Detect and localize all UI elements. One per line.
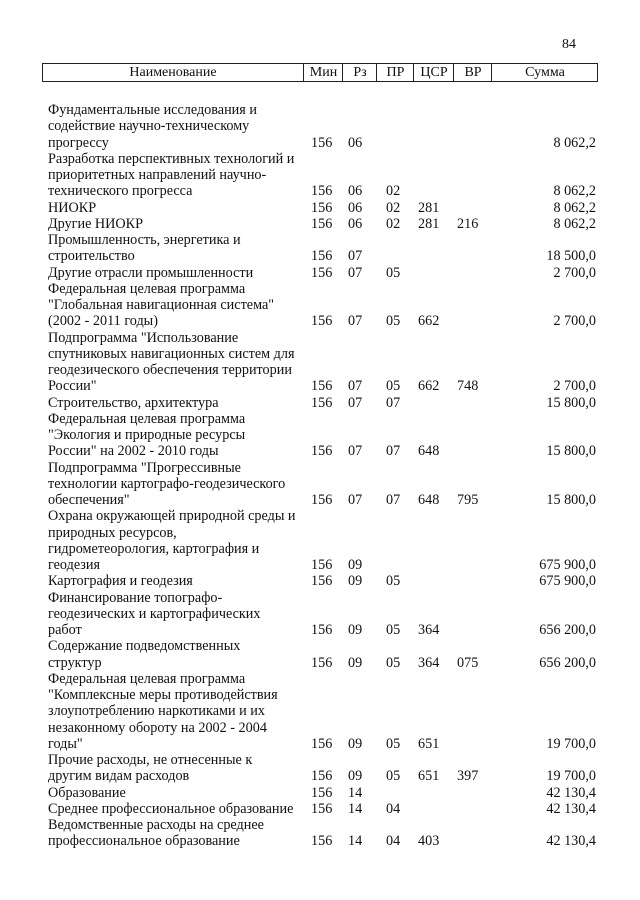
- cell-name: обеспечения": [48, 492, 130, 508]
- cell-min: 156: [311, 492, 333, 508]
- cell-name: "Глобальная навигационная система": [48, 297, 275, 313]
- cell-pr: 07: [386, 492, 401, 508]
- cell-rz: 14: [348, 784, 363, 801]
- cell-name: Промышленность, энергетика и: [48, 232, 241, 248]
- column-header-sum: Сумма: [491, 64, 598, 81]
- cell-name: злоупотреблению наркотиками и их: [48, 703, 265, 720]
- cell-pr: 02: [386, 215, 401, 232]
- table-row: [0, 151, 640, 167]
- cell-name: гидрометеорология, картография и: [48, 540, 260, 557]
- cell-min: 156: [311, 264, 333, 281]
- cell-name: содействие научно-техническому: [48, 118, 250, 135]
- cell-csr: 403: [418, 833, 440, 850]
- cell-rz: 09: [348, 735, 363, 752]
- cell-name: строительство: [48, 248, 135, 265]
- table-row: [0, 833, 640, 849]
- cell-min: 156: [311, 800, 333, 817]
- cell-min: 156: [311, 833, 333, 850]
- cell-rz: 14: [348, 800, 363, 817]
- table-row: [0, 476, 640, 492]
- table-row: [0, 362, 640, 378]
- cell-name: Подпрограмма "Прогрессивные: [48, 459, 241, 476]
- cell-sum: 2 700,0: [553, 378, 596, 395]
- cell-sum: 2 700,0: [553, 264, 596, 281]
- cell-min: 156: [311, 784, 333, 801]
- cell-name: России": [48, 378, 97, 395]
- cell-rz: 09: [348, 573, 363, 590]
- cell-pr: 07: [386, 443, 401, 460]
- table-row: [0, 460, 640, 476]
- cell-sum: 8 062,2: [553, 183, 596, 200]
- table-row: [0, 720, 640, 736]
- cell-name: работ: [48, 622, 82, 638]
- cell-min: 156: [311, 248, 333, 265]
- cell-sum: 656 200,0: [539, 622, 596, 638]
- table-row: [0, 378, 640, 394]
- table-row: [0, 183, 640, 199]
- cell-csr: 281: [418, 215, 440, 232]
- cell-pr: 04: [386, 800, 401, 817]
- table-row: [0, 265, 640, 281]
- column-header-min: Мин: [303, 64, 343, 81]
- cell-name: Другие НИОКР: [48, 215, 144, 232]
- cell-name: Федеральная целевая программа: [48, 670, 246, 687]
- cell-sum: 15 800,0: [546, 394, 596, 411]
- table-row: [0, 313, 640, 329]
- cell-name: Охрана окружающей природной среды и: [48, 508, 296, 525]
- cell-sum: 656 200,0: [539, 654, 596, 671]
- cell-min: 156: [311, 394, 333, 411]
- cell-pr: 05: [386, 622, 401, 638]
- table-row: [0, 102, 640, 118]
- cell-rz: 06: [348, 134, 363, 151]
- cell-name: технического прогресса: [48, 183, 193, 200]
- cell-csr: 364: [418, 654, 440, 671]
- table-row: [0, 817, 640, 833]
- cell-pr: 05: [386, 378, 401, 395]
- column-header-pr: ПР: [376, 64, 414, 81]
- table-row: [0, 736, 640, 752]
- table-row: [0, 135, 640, 151]
- cell-csr: 281: [418, 199, 440, 216]
- cell-name: Содержание подведомственных: [48, 638, 241, 655]
- cell-vr: 397: [457, 768, 479, 785]
- table-row: [0, 248, 640, 264]
- cell-pr: 02: [386, 183, 401, 200]
- table-row: [0, 541, 640, 557]
- table-row: [0, 297, 640, 313]
- table-row: [0, 492, 640, 508]
- page-number: 84: [562, 37, 576, 52]
- cell-rz: 09: [348, 622, 363, 638]
- table-row: [0, 508, 640, 524]
- cell-vr: 075: [457, 654, 479, 671]
- table-row: [0, 655, 640, 671]
- cell-name: "Комплексные меры противодействия: [48, 687, 278, 703]
- cell-name: структур: [48, 654, 102, 671]
- cell-name: профессиональное образование: [48, 833, 240, 850]
- table-row: [0, 801, 640, 817]
- cell-name: "Экология и природные ресурсы: [48, 427, 246, 443]
- cell-min: 156: [311, 378, 333, 395]
- table-row: [0, 281, 640, 297]
- cell-csr: 648: [418, 492, 440, 508]
- cell-csr: 662: [418, 313, 440, 330]
- cell-sum: 42 130,4: [546, 833, 596, 850]
- cell-rz: 07: [348, 248, 363, 265]
- cell-name: геодезических и картографических: [48, 605, 261, 622]
- cell-min: 156: [311, 199, 333, 216]
- cell-pr: 07: [386, 394, 401, 411]
- cell-min: 156: [311, 443, 333, 460]
- table-row: [0, 200, 640, 216]
- cell-sum: 42 130,4: [546, 784, 596, 801]
- table-row: [0, 557, 640, 573]
- cell-rz: 07: [348, 378, 363, 395]
- table-row: [0, 167, 640, 183]
- column-header-vr: ВР: [453, 64, 492, 81]
- table-row: [0, 638, 640, 654]
- table-row: [0, 346, 640, 362]
- cell-name: Прочие расходы, не отнесенные к: [48, 752, 253, 768]
- table-row: [0, 232, 640, 248]
- table-row: [0, 622, 640, 638]
- table-row: [0, 395, 640, 411]
- cell-name: геодезия: [48, 557, 101, 573]
- cell-name: Федеральная целевая программа: [48, 280, 246, 297]
- cell-pr: 05: [386, 573, 401, 590]
- cell-name: технологии картографо-геодезического: [48, 475, 286, 492]
- cell-min: 156: [311, 735, 333, 752]
- table-row: [0, 216, 640, 232]
- column-header-name: Наименование: [129, 65, 217, 80]
- table-row: [0, 785, 640, 801]
- cell-name: Строительство, архитектура: [48, 394, 219, 411]
- table-row: [0, 703, 640, 719]
- cell-sum: 675 900,0: [539, 557, 596, 573]
- cell-name: Картография и геодезия: [48, 573, 193, 590]
- cell-name: Образование: [48, 784, 126, 801]
- cell-pr: 05: [386, 735, 401, 752]
- cell-sum: 19 700,0: [546, 768, 596, 785]
- table-row: [0, 671, 640, 687]
- cell-name: другим видам расходов: [48, 768, 190, 785]
- cell-min: 156: [311, 622, 333, 638]
- cell-min: 156: [311, 134, 333, 151]
- cell-name: незаконному обороту на 2002 - 2004: [48, 719, 267, 736]
- cell-min: 156: [311, 557, 333, 573]
- cell-name: Фундаментальные исследования и: [48, 102, 257, 118]
- cell-min: 156: [311, 183, 333, 200]
- cell-sum: 675 900,0: [539, 573, 596, 590]
- cell-sum: 15 800,0: [546, 443, 596, 460]
- cell-rz: 06: [348, 215, 363, 232]
- cell-name: (2002 - 2011 годы): [48, 313, 158, 330]
- cell-sum: 18 500,0: [546, 248, 596, 265]
- cell-sum: 42 130,4: [546, 800, 596, 817]
- table-row: [0, 606, 640, 622]
- table-row: [0, 118, 640, 134]
- cell-sum: 19 700,0: [546, 735, 596, 752]
- cell-name: приоритетных направлений научно-: [48, 167, 267, 183]
- table-row: [0, 768, 640, 784]
- column-header-rz: Рз: [342, 64, 377, 81]
- cell-pr: 05: [386, 313, 401, 330]
- cell-name: Ведомственные расходы на среднее: [48, 817, 264, 833]
- cell-vr: 795: [457, 492, 479, 508]
- cell-rz: 09: [348, 768, 363, 785]
- cell-rz: 07: [348, 492, 363, 508]
- cell-name: геодезического обеспечения территории: [48, 362, 292, 378]
- cell-vr: 216: [457, 215, 479, 232]
- cell-rz: 06: [348, 183, 363, 200]
- cell-name: России" на 2002 - 2010 годы: [48, 443, 219, 460]
- table-row: [0, 411, 640, 427]
- cell-sum: 2 700,0: [553, 313, 596, 330]
- cell-name: Финансирование топографо-: [48, 589, 223, 606]
- cell-min: 156: [311, 654, 333, 671]
- column-header-csr: ЦСР: [413, 64, 454, 81]
- cell-sum: 8 062,2: [553, 134, 596, 151]
- cell-name: годы": [48, 735, 83, 752]
- cell-sum: 8 062,2: [553, 215, 596, 232]
- cell-name: Среднее профессиональное образование: [48, 800, 294, 817]
- cell-pr: 05: [386, 264, 401, 281]
- cell-name: спутниковых навигационных систем для: [48, 345, 295, 362]
- cell-sum: 8 062,2: [553, 199, 596, 216]
- table-row: [0, 443, 640, 459]
- cell-csr: 651: [418, 735, 440, 752]
- cell-pr: 04: [386, 833, 401, 850]
- cell-pr: 05: [386, 654, 401, 671]
- cell-name: Разработка перспективных технологий и: [48, 150, 295, 167]
- cell-rz: 07: [348, 264, 363, 281]
- cell-csr: 662: [418, 378, 440, 395]
- cell-name: Другие отрасли промышленности: [48, 264, 254, 281]
- cell-name: прогрессу: [48, 134, 109, 151]
- table-row: [0, 573, 640, 589]
- cell-min: 156: [311, 215, 333, 232]
- table-row: [0, 687, 640, 703]
- table-row: [0, 525, 640, 541]
- cell-name: природных ресурсов,: [48, 524, 177, 541]
- cell-csr: 651: [418, 768, 440, 785]
- cell-min: 156: [311, 313, 333, 330]
- cell-rz: 09: [348, 654, 363, 671]
- cell-pr: 02: [386, 199, 401, 216]
- cell-rz: 09: [348, 557, 363, 573]
- table-row: [0, 590, 640, 606]
- cell-rz: 07: [348, 443, 363, 460]
- cell-sum: 15 800,0: [546, 492, 596, 508]
- cell-rz: 06: [348, 199, 363, 216]
- cell-pr: 05: [386, 768, 401, 785]
- table-row: [0, 330, 640, 346]
- cell-min: 156: [311, 768, 333, 785]
- cell-vr: 748: [457, 378, 479, 395]
- cell-min: 156: [311, 573, 333, 590]
- cell-rz: 14: [348, 833, 363, 850]
- cell-name: Подпрограмма "Использование: [48, 329, 239, 346]
- cell-rz: 07: [348, 394, 363, 411]
- cell-rz: 07: [348, 313, 363, 330]
- cell-name: НИОКР: [48, 199, 97, 216]
- table-row: [0, 752, 640, 768]
- cell-csr: 364: [418, 622, 440, 638]
- cell-name: Федеральная целевая программа: [48, 410, 246, 427]
- table-row: [0, 427, 640, 443]
- cell-csr: 648: [418, 443, 440, 460]
